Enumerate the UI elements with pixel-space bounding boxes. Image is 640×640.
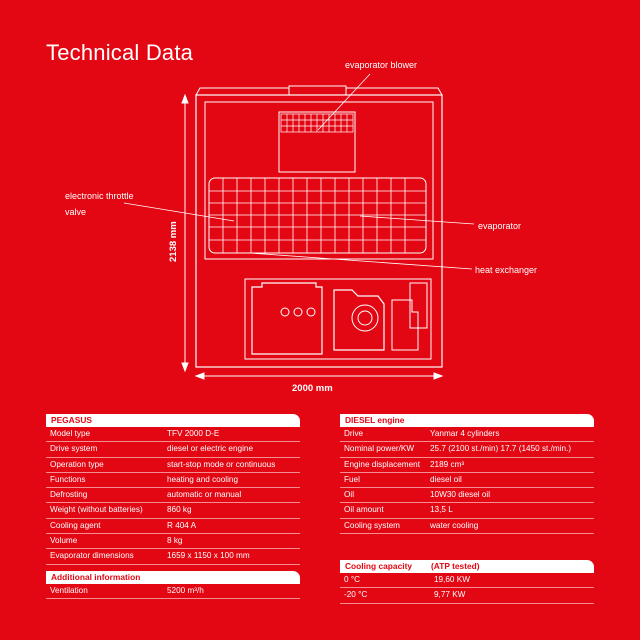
diesel-row-value: 13,5 L [430, 505, 453, 515]
additional-row-value: 5200 m³/h [167, 585, 204, 595]
cooling-table [340, 560, 594, 604]
diesel-row-label: Cooling system [344, 520, 400, 530]
height-dimension-label: 2138 mm [168, 221, 179, 262]
cooling-row [340, 573, 594, 588]
label-evaporator: evaporator [478, 221, 522, 231]
leader-heat-exchanger [250, 253, 472, 269]
page-title: Technical Data [46, 40, 194, 65]
pegasus-table [46, 414, 300, 599]
control-box [392, 300, 418, 350]
label-throttle-line1: electronic throttle [65, 191, 134, 201]
evaporator-grid-lines [209, 178, 426, 253]
diesel-row [340, 519, 594, 534]
label-throttle-line2: valve [65, 207, 87, 217]
cooling-header-atp: (ATP tested) [431, 561, 480, 571]
pegasus-row [46, 458, 300, 473]
pegasus-row-value: R 404 A [167, 520, 197, 530]
pegasus-row [46, 427, 300, 442]
engine-compartment [245, 279, 431, 359]
pegasus-row-label: Evaporator dimensions [50, 551, 134, 561]
diesel-row [340, 488, 594, 503]
label-heat-exchanger: heat exchanger [475, 265, 538, 275]
pegasus-row [46, 549, 300, 564]
pegasus-row-value: automatic or manual [167, 490, 242, 500]
cooling-row-label: -20 °C [344, 590, 368, 600]
pegasus-row [46, 442, 300, 457]
pegasus-row-label: Operation type [50, 459, 104, 469]
engine-block [252, 283, 322, 354]
cooling-row-value: 9,77 KW [434, 590, 466, 600]
evaporator-grid [209, 178, 426, 253]
diesel-table [340, 414, 594, 534]
cooling-header [340, 560, 594, 573]
pegasus-row-label: Cooling agent [50, 520, 101, 530]
diesel-row [340, 458, 594, 473]
diesel-row [340, 442, 594, 457]
top-cap [289, 86, 346, 95]
pegasus-row-value: heating and cooling [167, 474, 239, 484]
additional-row-label: Ventilation [50, 585, 88, 595]
pegasus-row-value: start-stop mode or continuous [167, 459, 276, 469]
pegasus-row-value: 860 kg [167, 505, 192, 515]
diesel-row [340, 427, 594, 442]
cylinder-3 [307, 308, 315, 316]
cooling-row [340, 588, 594, 603]
diesel-row [340, 473, 594, 488]
diesel-row-value: 10W30 diesel oil [430, 490, 491, 500]
pegasus-row [46, 503, 300, 518]
pegasus-row-label: Defrosting [50, 490, 88, 500]
leader-throttle [124, 203, 234, 221]
diesel-row-label: Oil amount [344, 505, 384, 515]
pegasus-row-value: TFV 2000 D-E [167, 429, 220, 438]
diesel-row-label: Nominal power/KW [344, 444, 415, 454]
pegasus-row-label: Volume [50, 536, 78, 546]
diesel-row-value: Yanmar 4 cylinders [430, 429, 500, 438]
additional-row [46, 584, 300, 599]
housing-inner [205, 102, 433, 259]
label-evaporator-blower: evaporator blower [345, 60, 418, 70]
width-dimension-label: 2000 mm [292, 383, 333, 394]
cooling-row-value: 19,60 KW [434, 575, 470, 584]
diesel-row-value: water cooling [430, 520, 479, 530]
cylinder-1 [281, 308, 289, 316]
cooling-header-title: Cooling capacity [345, 561, 413, 571]
pegasus-row-value: diesel or electric engine [167, 444, 254, 454]
additional-header: Additional information [46, 571, 300, 584]
pegasus-row-value: 1659 x 1150 x 100 mm [167, 551, 250, 561]
pegasus-header: PEGASUS [46, 414, 300, 427]
cylinder-2 [294, 308, 302, 316]
diesel-row-label: Drive [344, 429, 364, 438]
pegasus-row-label: Weight (without batteries) [50, 505, 143, 515]
diesel-row-value: 2189 cm³ [430, 459, 465, 469]
pegasus-row-label: Model type [50, 429, 91, 438]
diesel-row-label: Oil [344, 490, 355, 500]
housing-roof [196, 88, 289, 95]
diesel-row-value: diesel oil [430, 474, 462, 484]
pegasus-row-label: Functions [50, 474, 86, 484]
cooling-row-label: 0 °C [344, 575, 361, 584]
diesel-row-label: Fuel [344, 474, 360, 484]
diesel-row-label: Engine displacement [344, 459, 421, 469]
pegasus-row [46, 519, 300, 534]
pegasus-row [46, 473, 300, 488]
diesel-row-value: 25.7 (2100 st./min) 17.7 (1450 st./min.) [430, 444, 572, 454]
pegasus-row [46, 534, 300, 549]
pegasus-row [46, 488, 300, 503]
pegasus-row-label: Drive system [50, 444, 98, 454]
diesel-row [340, 503, 594, 518]
compressor [334, 290, 384, 350]
pegasus-row-value: 8 kg [167, 536, 183, 546]
diesel-header: DIESEL engine [340, 414, 594, 427]
blower-grid [281, 114, 353, 132]
